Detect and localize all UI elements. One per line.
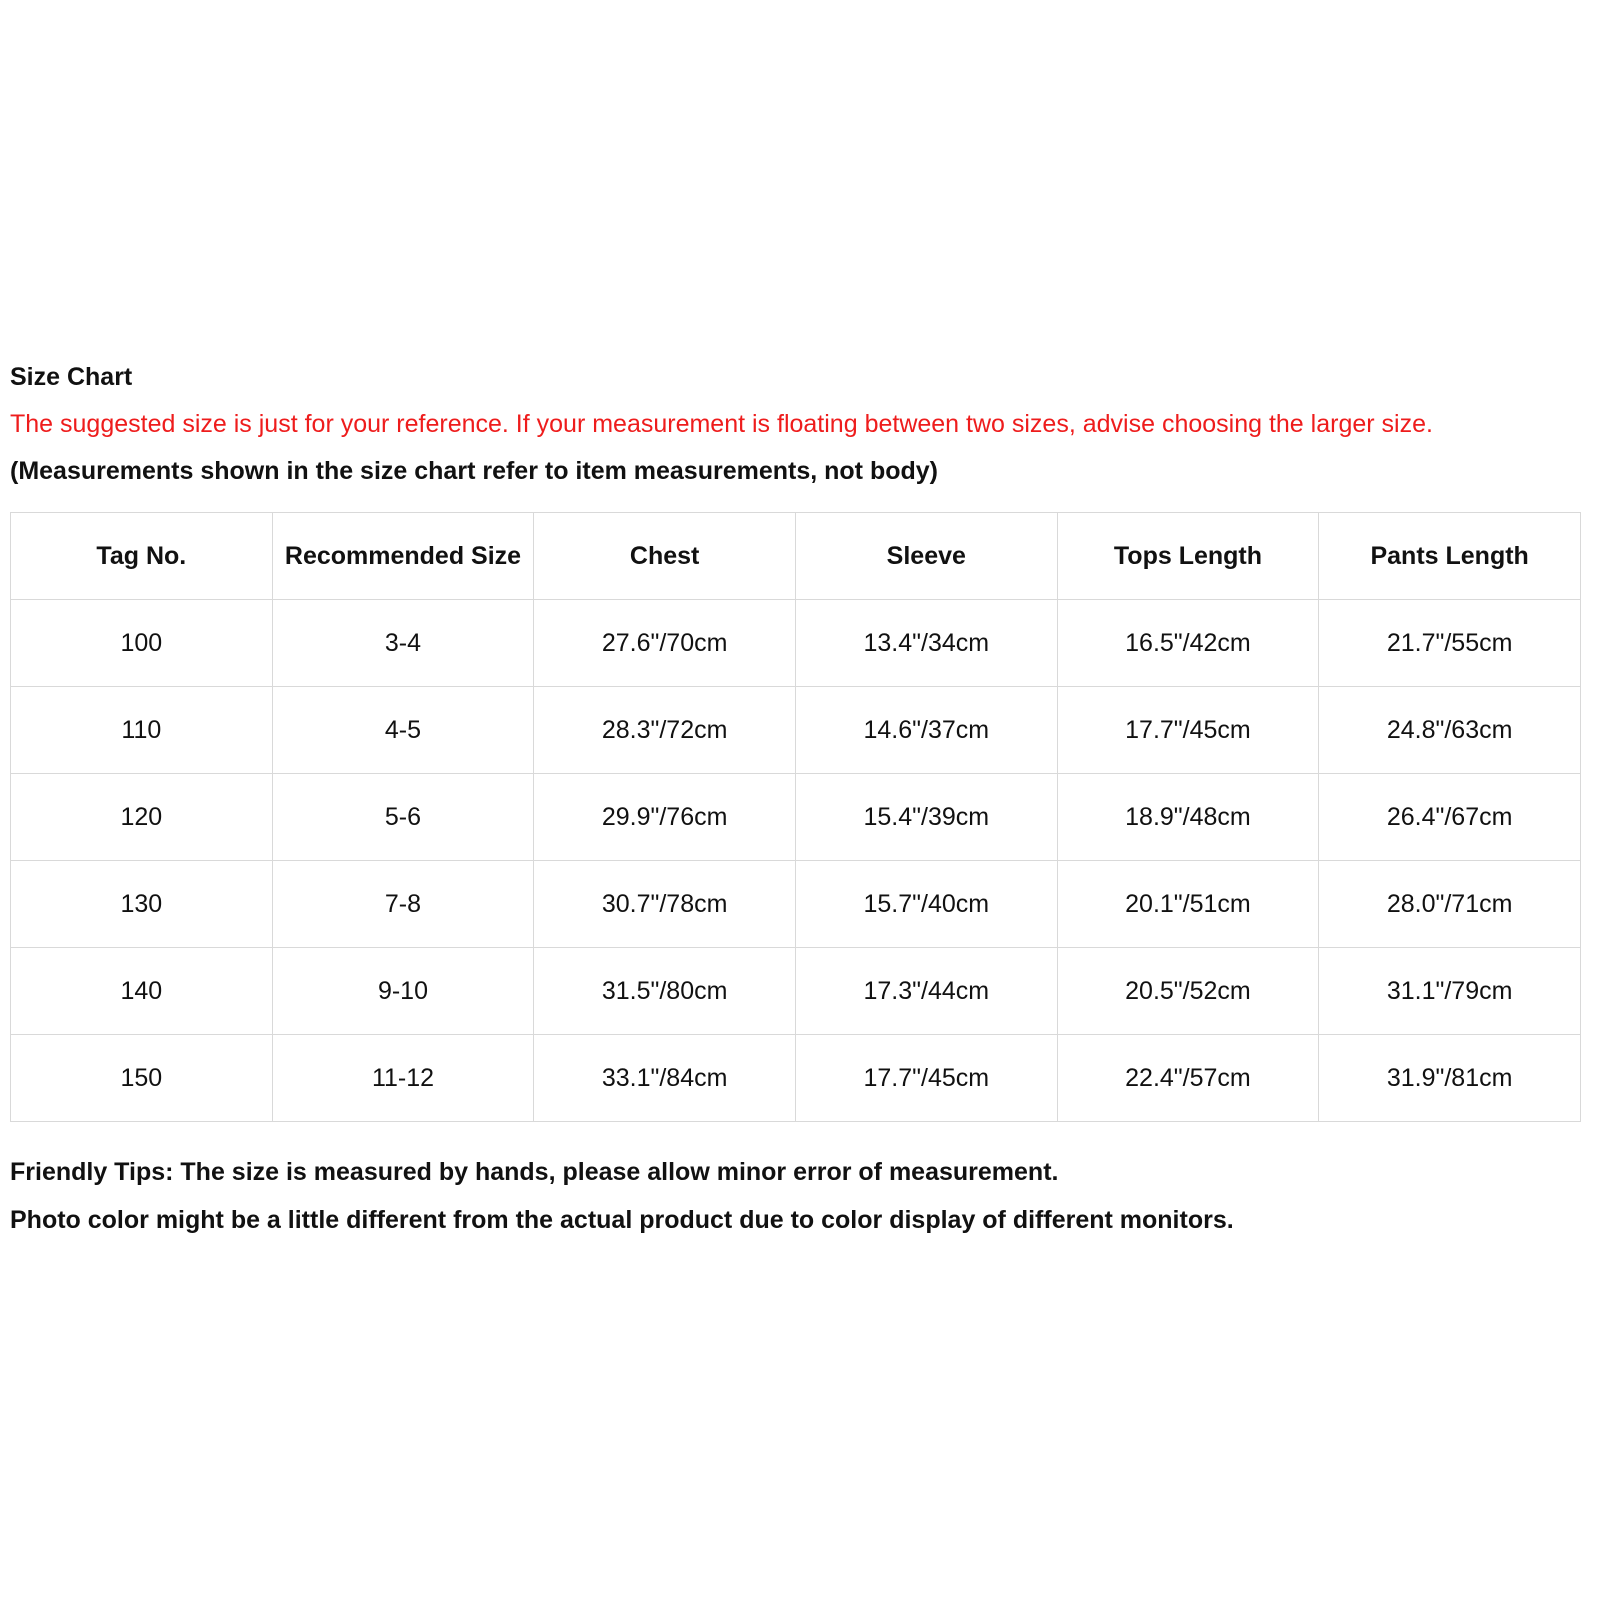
cell-recommended-size: 9-10 (272, 948, 534, 1035)
cell-recommended-size: 5-6 (272, 774, 534, 861)
header-row (11, 513, 1581, 600)
cell-sleeve: 15.4"/39cm (795, 774, 1057, 861)
table-body (11, 600, 1581, 1122)
cell-tops-length: 17.7"/45cm (1057, 687, 1319, 774)
friendly-tips: Friendly Tips: The size is measured by hands, please allow minor error of measurement. (10, 1158, 1059, 1186)
cell-pants-length: 31.9"/81cm (1319, 1035, 1581, 1122)
size-notice: The suggested size is just for your reference. If your measurement is floating between two sizes, advise choosing the larger size. (10, 410, 1433, 438)
table-row (11, 948, 1581, 1035)
cell-sleeve: 14.6"/37cm (795, 687, 1057, 774)
size-table (10, 512, 1581, 1122)
cell-chest: 29.9"/76cm (534, 774, 796, 861)
cell-sleeve: 15.7"/40cm (795, 861, 1057, 948)
cell-pants-length: 26.4"/67cm (1319, 774, 1581, 861)
cell-sleeve: 17.3"/44cm (795, 948, 1057, 1035)
table-row (11, 687, 1581, 774)
cell-chest: 33.1"/84cm (534, 1035, 796, 1122)
header-sleeve: Sleeve (795, 513, 1057, 600)
cell-tops-length: 16.5"/42cm (1057, 600, 1319, 687)
cell-pants-length: 31.1"/79cm (1319, 948, 1581, 1035)
cell-tag-no: 140 (11, 948, 273, 1035)
cell-recommended-size: 7-8 (272, 861, 534, 948)
cell-pants-length: 24.8"/63cm (1319, 687, 1581, 774)
header-recommended-size: Recommended Size (272, 513, 534, 600)
cell-tag-no: 110 (11, 687, 273, 774)
table-row (11, 600, 1581, 687)
header-tag-no: Tag No. (11, 513, 273, 600)
cell-chest: 28.3"/72cm (534, 687, 796, 774)
table-row (11, 774, 1581, 861)
table-header (11, 513, 1581, 600)
cell-chest: 30.7"/78cm (534, 861, 796, 948)
cell-tops-length: 22.4"/57cm (1057, 1035, 1319, 1122)
cell-tag-no: 150 (11, 1035, 273, 1122)
page-title: Size Chart (10, 363, 133, 391)
cell-sleeve: 13.4"/34cm (795, 600, 1057, 687)
cell-tag-no: 120 (11, 774, 273, 861)
cell-sleeve: 17.7"/45cm (795, 1035, 1057, 1122)
cell-tops-length: 20.5"/52cm (1057, 948, 1319, 1035)
cell-recommended-size: 3-4 (272, 600, 534, 687)
measurement-note: (Measurements shown in the size chart refer to item measurements, not body) (10, 457, 938, 485)
cell-recommended-size: 11-12 (272, 1035, 534, 1122)
header-pants-length: Pants Length (1319, 513, 1581, 600)
table-row (11, 861, 1581, 948)
cell-chest: 27.6"/70cm (534, 600, 796, 687)
table-row (11, 1035, 1581, 1122)
header-tops-length: Tops Length (1057, 513, 1319, 600)
cell-pants-length: 28.0"/71cm (1319, 861, 1581, 948)
cell-tag-no: 100 (11, 600, 273, 687)
photo-color-note: Photo color might be a little different from the actual product due to color display of different monitors. (10, 1206, 1234, 1234)
cell-tops-length: 18.9"/48cm (1057, 774, 1319, 861)
cell-tag-no: 130 (11, 861, 273, 948)
cell-recommended-size: 4-5 (272, 687, 534, 774)
cell-tops-length: 20.1"/51cm (1057, 861, 1319, 948)
cell-chest: 31.5"/80cm (534, 948, 796, 1035)
header-chest: Chest (534, 513, 796, 600)
cell-pants-length: 21.7"/55cm (1319, 600, 1581, 687)
